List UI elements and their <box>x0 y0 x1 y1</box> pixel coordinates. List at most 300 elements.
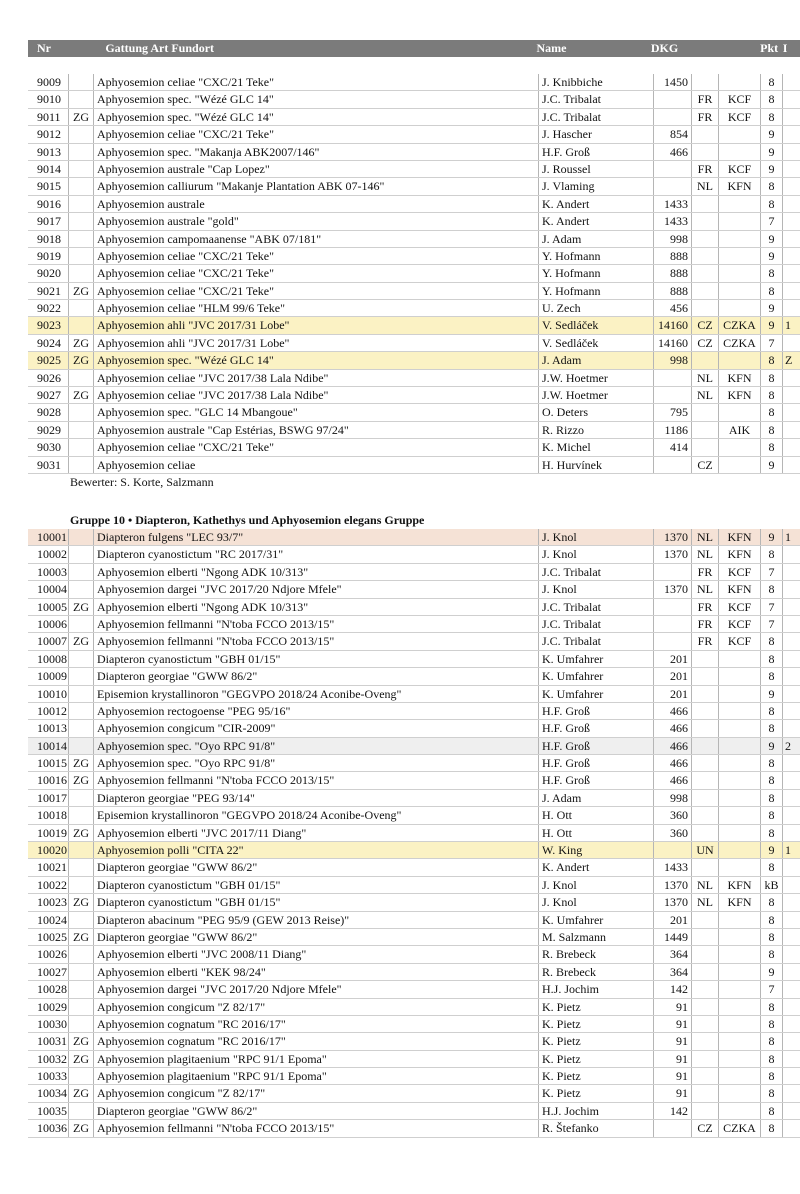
breeding-mark <box>68 912 94 928</box>
points: 8 <box>760 283 782 299</box>
breeding-mark <box>68 877 94 893</box>
points: 7 <box>760 564 782 580</box>
entry-number: 9021 <box>37 283 61 298</box>
points: 9 <box>760 317 782 333</box>
species-locality: Aphyosemion elberti "JVC 2017/11 Diang" <box>94 825 539 841</box>
country-code: NL <box>691 529 718 545</box>
points: 8 <box>760 387 782 403</box>
country-code <box>691 283 718 299</box>
rank <box>782 74 800 90</box>
member-number: 201 <box>670 651 688 666</box>
member-number: 1370 <box>664 529 688 544</box>
points: 8 <box>760 807 782 823</box>
club-code <box>718 1033 760 1049</box>
member-number <box>654 161 691 177</box>
table-row <box>28 1103 800 1120</box>
entry-number: 10035 <box>37 1103 67 1118</box>
exhibitor-name: J. Hascher <box>539 126 654 142</box>
species-locality: Aphyosemion australe "Cap Estérias, BSWG 97/24" <box>94 422 539 438</box>
entry-number: 10009 <box>37 669 67 684</box>
species-locality: Aphyosemion elberti "Ngong ADK 10/313" <box>94 599 539 615</box>
club-code <box>718 196 760 212</box>
points: 8 <box>760 1016 782 1032</box>
points: 9 <box>760 231 782 247</box>
points: 8 <box>760 651 782 667</box>
exhibitor-name: J. Adam <box>539 790 654 806</box>
member-number: 1450 <box>664 75 688 89</box>
exhibitor-name: R. Brebeck <box>539 946 654 962</box>
rank <box>782 144 800 160</box>
club-code <box>718 248 760 264</box>
club-code: KFN <box>718 877 760 893</box>
country-code <box>691 300 718 316</box>
exhibitor-name: K. Pietz <box>539 1068 654 1084</box>
species-locality: Diapteron cyanostictum "GBH 01/15" <box>94 877 539 893</box>
species-locality: Aphyosemion calliurum "Makanje Plantation ABK 07-146" <box>94 178 539 194</box>
entry-number: 10008 <box>37 651 67 666</box>
exhibitor-name: J.C. Tribalat <box>539 599 654 615</box>
breeding-mark: ZG <box>68 1120 94 1136</box>
club-code <box>718 651 760 667</box>
entry-number: 9022 <box>37 301 61 316</box>
member-number: 456 <box>670 301 688 316</box>
exhibitor-name: H.J. Jochim <box>539 1103 654 1119</box>
entry-number: 10002 <box>37 547 67 562</box>
country-code <box>691 686 718 702</box>
exhibitor-name: K. Pietz <box>539 1051 654 1067</box>
points: kB <box>760 877 782 893</box>
exhibitor-name: K. Andert <box>539 213 654 229</box>
species-locality: Aphyosemion celiae "JVC 2017/38 Lala Ndibe" <box>94 387 539 403</box>
country-code <box>691 738 718 754</box>
country-code <box>691 912 718 928</box>
entry-number: 9031 <box>37 457 61 472</box>
country-code: CZ <box>691 457 718 473</box>
country-code <box>691 1103 718 1119</box>
exhibitor-name: H.F. Groß <box>539 703 654 719</box>
club-code <box>718 946 760 962</box>
exhibitor-name: J. Knol <box>539 581 654 597</box>
points: 8 <box>760 1033 782 1049</box>
breeding-mark <box>68 213 94 229</box>
species-locality: Diapteron abacinum "PEG 95/9 (GEW 2013 Reise)" <box>94 912 539 928</box>
breeding-mark: ZG <box>68 894 94 910</box>
exhibitor-name: K. Pietz <box>539 1085 654 1101</box>
points: 8 <box>760 772 782 788</box>
rank <box>782 265 800 281</box>
points: 9 <box>760 529 782 545</box>
entry-number: 10020 <box>37 843 67 858</box>
table-row <box>28 546 800 563</box>
table-row <box>28 877 800 894</box>
entry-number: 10036 <box>37 1121 67 1136</box>
member-number: 91 <box>676 1069 688 1084</box>
points: 7 <box>760 981 782 997</box>
rank <box>782 859 800 875</box>
species-locality: Episemion krystallinoron "GEGVPO 2018/24 Aconibe-Oveng" <box>94 686 539 702</box>
entry-number: 9020 <box>37 266 61 281</box>
rank <box>782 546 800 562</box>
exhibitor-name: J.W. Hoetmer <box>539 387 654 403</box>
points: 8 <box>760 109 782 125</box>
entry-number: 10005 <box>37 599 67 614</box>
country-code <box>691 196 718 212</box>
species-locality: Diapteron cyanostictum "GBH 01/15" <box>94 894 539 910</box>
exhibitor-name: H.F. Groß <box>539 755 654 771</box>
breeding-mark <box>68 248 94 264</box>
breeding-mark: ZG <box>68 283 94 299</box>
country-code: FR <box>691 564 718 580</box>
member-number: 1370 <box>664 877 688 892</box>
breeding-mark: ZG <box>68 1033 94 1049</box>
rank <box>782 599 800 615</box>
rank <box>782 929 800 945</box>
species-locality: Diapteron fulgens "LEC 93/7" <box>94 529 539 545</box>
member-number: 414 <box>670 440 688 455</box>
species-locality: Diapteron cyanostictum "RC 2017/31" <box>94 546 539 562</box>
table-row <box>28 1051 800 1068</box>
exhibitor-name: O. Deters <box>539 404 654 420</box>
member-number <box>654 599 691 615</box>
rank <box>782 300 800 316</box>
exhibitor-name: V. Sedláček <box>539 317 654 333</box>
club-code <box>718 1016 760 1032</box>
member-number: 14160 <box>658 335 688 350</box>
club-code: KFN <box>718 581 760 597</box>
country-code <box>691 999 718 1015</box>
breeding-mark <box>68 859 94 875</box>
header-zg <box>75 40 102 57</box>
entry-number: 10010 <box>37 686 67 701</box>
table-row <box>28 529 800 546</box>
country-code <box>691 772 718 788</box>
points: 8 <box>760 720 782 736</box>
breeding-mark <box>68 91 94 107</box>
club-code <box>718 74 760 90</box>
club-code <box>718 213 760 229</box>
rank <box>782 161 800 177</box>
rank <box>782 91 800 107</box>
table-row <box>28 457 800 474</box>
country-code <box>691 790 718 806</box>
table-row <box>28 370 800 387</box>
table-row <box>28 109 800 126</box>
points: 8 <box>760 91 782 107</box>
species-locality: Aphyosemion spec. "GLC 14 Mbangoue" <box>94 404 539 420</box>
entry-number: 9019 <box>37 248 61 263</box>
exhibitor-name: H.F. Groß <box>539 720 654 736</box>
breeding-mark <box>68 546 94 562</box>
species-locality: Diapteron georgiae "GWW 86/2" <box>94 668 539 684</box>
breeding-mark <box>68 703 94 719</box>
member-number <box>654 109 691 125</box>
breeding-mark <box>68 161 94 177</box>
entry-number: 10029 <box>37 999 67 1014</box>
rank <box>782 790 800 806</box>
entry-number: 10015 <box>37 756 67 771</box>
table-row <box>28 842 800 859</box>
club-code <box>718 265 760 281</box>
rank <box>782 213 800 229</box>
points: 9 <box>760 300 782 316</box>
member-number: 466 <box>670 773 688 788</box>
species-locality: Aphyosemion fellmanni "N'toba FCCO 2013/15" <box>94 616 539 632</box>
country-code <box>691 231 718 247</box>
member-number: 364 <box>670 964 688 979</box>
exhibitor-name: H. Ott <box>539 807 654 823</box>
rank <box>782 651 800 667</box>
country-code <box>691 144 718 160</box>
species-locality: Aphyosemion polli "CITA 22" <box>94 842 539 858</box>
points: 9 <box>760 248 782 264</box>
club-code <box>718 439 760 455</box>
table-row <box>28 703 800 720</box>
member-number: 998 <box>670 231 688 246</box>
species-locality: Diapteron georgiae "GWW 86/2" <box>94 1103 539 1119</box>
table-row <box>28 929 800 946</box>
points: 9 <box>760 686 782 702</box>
points: 8 <box>760 825 782 841</box>
species-locality: Aphyosemion fellmanni "N'toba FCCO 2013/15" <box>94 633 539 649</box>
species-locality: Aphyosemion celiae "CXC/21 Teke" <box>94 265 539 281</box>
points: 9 <box>760 144 782 160</box>
member-number: 1433 <box>664 196 688 211</box>
breeding-mark <box>68 999 94 1015</box>
country-code <box>691 404 718 420</box>
species-locality: Aphyosemion ahli "JVC 2017/31 Lobe" <box>94 335 539 351</box>
breeding-mark: ZG <box>68 109 94 125</box>
entry-number: 10003 <box>37 564 67 579</box>
breeding-mark <box>68 964 94 980</box>
rank <box>782 283 800 299</box>
breeding-mark <box>68 981 94 997</box>
member-number <box>654 633 691 649</box>
rank <box>782 231 800 247</box>
member-number <box>654 564 691 580</box>
header-country <box>689 40 716 57</box>
member-number: 998 <box>670 790 688 805</box>
breeding-mark <box>68 1068 94 1084</box>
table-row <box>28 161 800 178</box>
species-locality: Aphyosemion spec. "Makanja ABK2007/146" <box>94 144 539 160</box>
exhibitor-name: R. Štefanko <box>539 1120 654 1136</box>
points: 8 <box>760 178 782 194</box>
points: 9 <box>760 161 782 177</box>
points: 8 <box>760 755 782 771</box>
breeding-mark <box>68 144 94 160</box>
points: 8 <box>760 546 782 562</box>
entry-number: 10012 <box>37 703 67 718</box>
exhibitor-name: J. Knol <box>539 529 654 545</box>
rank <box>782 686 800 702</box>
member-number: 201 <box>670 669 688 684</box>
rank <box>782 894 800 910</box>
rank <box>782 999 800 1015</box>
rank <box>782 825 800 841</box>
country-code: UN <box>691 842 718 858</box>
club-code: KCF <box>718 91 760 107</box>
rank <box>782 457 800 473</box>
club-code <box>718 126 760 142</box>
entry-number: 9027 <box>37 388 61 403</box>
exhibitor-name: W. King <box>539 842 654 858</box>
table-row <box>28 825 800 842</box>
species-locality: Aphyosemion celiae "CXC/21 Teke" <box>94 74 539 90</box>
member-number: 91 <box>676 999 688 1014</box>
breeding-mark: ZG <box>68 335 94 351</box>
rank <box>782 1033 800 1049</box>
country-code <box>691 755 718 771</box>
entry-number: 9030 <box>37 440 61 455</box>
club-code <box>718 300 760 316</box>
entry-number: 10025 <box>37 929 67 944</box>
rank <box>782 877 800 893</box>
header-name: Name <box>536 41 567 55</box>
member-number: 1433 <box>664 860 688 875</box>
entry-number: 10007 <box>37 634 67 649</box>
club-code <box>718 1103 760 1119</box>
exhibitor-name: J.C. Tribalat <box>539 91 654 107</box>
header-club <box>716 40 757 57</box>
member-number: 466 <box>670 721 688 736</box>
member-number: 1370 <box>664 895 688 910</box>
table-row <box>28 265 800 282</box>
rank <box>782 1068 800 1084</box>
club-code: KFN <box>718 178 760 194</box>
species-locality: Aphyosemion plagitaenium "RPC 91/1 Epoma" <box>94 1068 539 1084</box>
exhibitor-name: Y. Hofmann <box>539 265 654 281</box>
species-locality: Aphyosemion cognatum "RC 2016/17" <box>94 1016 539 1032</box>
table-row <box>28 283 800 300</box>
breeding-mark <box>68 790 94 806</box>
species-locality: Aphyosemion celiae "HLM 99/6 Teke" <box>94 300 539 316</box>
species-locality: Aphyosemion elberti "Ngong ADK 10/313" <box>94 564 539 580</box>
entry-number: 9009 <box>37 75 61 89</box>
member-number: 1186 <box>664 422 688 437</box>
country-code <box>691 1051 718 1067</box>
club-code <box>718 772 760 788</box>
table-row <box>28 404 800 421</box>
club-code: KFN <box>718 529 760 545</box>
species-locality: Aphyosemion spec. "Wézé GLC 14" <box>94 109 539 125</box>
points: 9 <box>760 126 782 142</box>
table-row <box>28 91 800 108</box>
club-code <box>718 999 760 1015</box>
member-number <box>654 1120 691 1136</box>
member-number: 201 <box>670 686 688 701</box>
table-row <box>28 213 800 230</box>
breeding-mark <box>68 581 94 597</box>
entry-number: 9018 <box>37 231 61 246</box>
rank <box>782 1051 800 1067</box>
species-locality: Aphyosemion celiae "CXC/21 Teke" <box>94 283 539 299</box>
member-number: 91 <box>676 1016 688 1031</box>
country-code <box>691 720 718 736</box>
table-row <box>28 178 800 195</box>
member-number <box>654 178 691 194</box>
species-locality: Aphyosemion australe <box>94 196 539 212</box>
species-locality: Aphyosemion congicum "CIR-2009" <box>94 720 539 736</box>
breeding-mark <box>68 738 94 754</box>
rank <box>782 1016 800 1032</box>
points: 8 <box>760 912 782 928</box>
points: 7 <box>760 599 782 615</box>
country-code <box>691 248 718 264</box>
points: 8 <box>760 633 782 649</box>
exhibitor-name: J.C. Tribalat <box>539 109 654 125</box>
club-code: AIK <box>718 422 760 438</box>
exhibitor-name: J. Vlaming <box>539 178 654 194</box>
club-code <box>718 720 760 736</box>
club-code: KFN <box>718 370 760 386</box>
club-code: KCF <box>718 633 760 649</box>
table-row <box>28 422 800 439</box>
exhibitor-name: K. Pietz <box>539 999 654 1015</box>
breeding-mark: ZG <box>68 387 94 403</box>
rank <box>782 109 800 125</box>
points: 8 <box>760 703 782 719</box>
rank <box>782 387 800 403</box>
table-row <box>28 686 800 703</box>
rank <box>782 126 800 142</box>
group-9-table <box>28 74 800 474</box>
breeding-mark <box>68 720 94 736</box>
country-code <box>691 126 718 142</box>
country-code: FR <box>691 109 718 125</box>
country-code: FR <box>691 616 718 632</box>
species-locality: Aphyosemion cognatum "RC 2016/17" <box>94 1033 539 1049</box>
breeding-mark <box>68 196 94 212</box>
points: 8 <box>760 859 782 875</box>
table-row <box>28 564 800 581</box>
points: 7 <box>760 616 782 632</box>
member-number: 795 <box>670 405 688 420</box>
rank: Z <box>782 352 800 368</box>
club-code <box>718 755 760 771</box>
table-row <box>28 74 800 91</box>
table-row <box>28 720 800 737</box>
breeding-mark: ZG <box>68 755 94 771</box>
member-number <box>654 616 691 632</box>
club-code <box>718 1051 760 1067</box>
exhibitor-name: J. Knol <box>539 546 654 562</box>
breeding-mark <box>68 564 94 580</box>
country-code <box>691 1016 718 1032</box>
points: 8 <box>760 404 782 420</box>
table-row <box>28 946 800 963</box>
exhibitor-name: K. Pietz <box>539 1016 654 1032</box>
rank <box>782 581 800 597</box>
header-nr: Nr <box>37 41 51 55</box>
exhibitor-name: J. Knibbiche <box>539 74 654 90</box>
country-code: NL <box>691 894 718 910</box>
breeding-mark <box>68 686 94 702</box>
club-code <box>718 144 760 160</box>
points: 9 <box>760 964 782 980</box>
entry-number: 9028 <box>37 405 61 420</box>
club-code <box>718 790 760 806</box>
species-locality: Aphyosemion plagitaenium "RPC 91/1 Epoma" <box>94 1051 539 1067</box>
member-number: 1449 <box>664 929 688 944</box>
species-locality: Aphyosemion celiae "CXC/21 Teke" <box>94 439 539 455</box>
exhibitor-name: J.C. Tribalat <box>539 633 654 649</box>
points: 8 <box>760 790 782 806</box>
species-locality: Aphyosemion dargei "JVC 2017/20 Ndjore Mfele" <box>94 581 539 597</box>
exhibitor-name: H.F. Groß <box>539 772 654 788</box>
member-number: 466 <box>670 756 688 771</box>
breeding-mark <box>68 842 94 858</box>
exhibitor-name: Y. Hofmann <box>539 248 654 264</box>
